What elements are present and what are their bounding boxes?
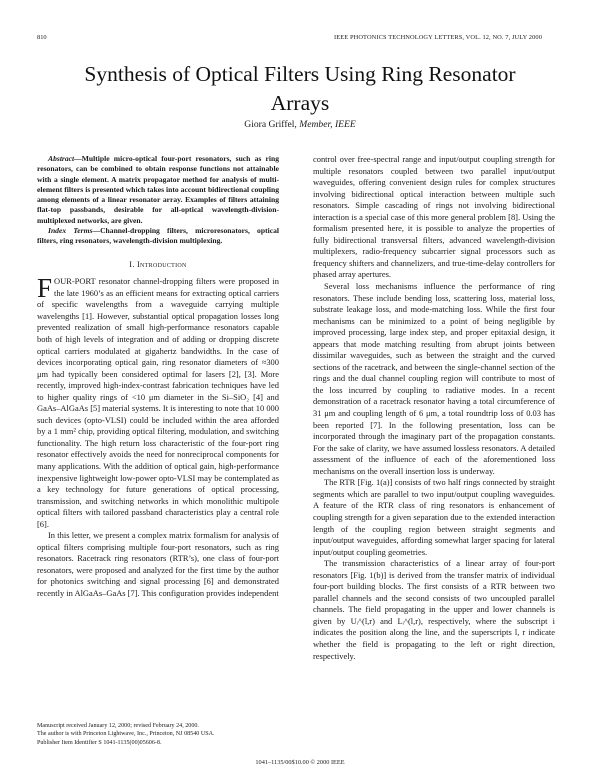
right-paragraph-3: The RTR [Fig. 1(a)] consists of two half rings connected by straight segments which are parallel to two input/output coupling waveguides. A feature of the RTR class of ring resonators is enhancement of coupling strength for a given separation due to the extended interaction length of the coupling region between straight segments and input/output waveguides, affording somewhat larger spacing for lateral input/output coupling geometries. [313, 477, 555, 557]
abstract-label: Abstract— [48, 154, 82, 163]
footnote-line-2: The author is with Princeton Lightwave, Inc., Princeton, NJ 08540 USA. [37, 731, 215, 738]
drop-cap: F [37, 273, 53, 304]
right-paragraph-4: The transmission characteristics of a linear array of four-port resonators [Fig. 1(b)] is derived from the transfer matrix of individual four-port building blocks. The first consists of a RTR between two parallel channels and the second consists of two uncoupled parallel channels. The field propagating in the upper and lower channels is given by Uᵢ^(l,r) and Lᵢ^(l,r), respectively, where the subscript i indicates the position along the line, and the superscripts l, r indicate whether the field is propagating to the left or right direction, respectively. [313, 558, 555, 661]
right-paragraph-1: control over free-spectral range and input/output coupling strength for multiple resonators coupled between two parallel input/output waveguides, offering convenient design rules for complex structures involving bidirectional optical interaction between multiple such resonators. Simple cascading of rings not involving bidirectional interaction is a special case of this more general problem [8]. Using the formalism presented here, it is possible to analyze the properties of fully bidirectional transversal filters, advanced wavelength-division multiplexers, radio-frequency subcarrier signal processors such as frequency shifters and channelizers, and true-time-delay controllers for phased array apertures. [313, 154, 555, 280]
author-name: Giora Griffel, [244, 119, 297, 130]
section-heading [37, 259, 279, 271]
abstract-text: Multiple micro-optical four-port resonators, such as ring resonators, can be combined to obtain response functions not attainable with a single element. A matrix propagator method for analysis of multi-element filters is presented which takes into account bidirectional coupling among elements of a linear resonator array. Examples of filters attaining flat-top passbands, desirable for all-optical wavelength-division-multiplexed networks, are given. [37, 154, 279, 225]
intro-paragraph-1 [37, 273, 279, 530]
footnote-line-1: Manuscript received January 12, 2000; revised February 24, 2000. [37, 723, 199, 729]
right-column [313, 154, 555, 662]
page-number: 810 [37, 34, 47, 41]
index-terms [37, 226, 279, 247]
section-number: I. [129, 259, 135, 269]
section-title: Introduction [137, 259, 187, 269]
journal-running-head: IEEE PHOTONICS TECHNOLOGY LETTERS, VOL. 12, NO. 7, JULY 2000 [334, 34, 542, 41]
abstract [37, 154, 279, 226]
author-affiliation: Member, IEEE [299, 119, 356, 130]
copyright-footer: 1041–1135/00$10.00 © 2000 IEEE [255, 759, 345, 766]
footnote [37, 722, 279, 747]
page-header [37, 34, 542, 46]
intro-paragraph-2: In this letter, we present a complex matrix formalism for analysis of optical filters comprising multiple four-port resonators, such as ring resonators. Racetrack ring resonators (RTR’s), one class of four-port resonators, were proposed and analyzed for the first time by the author for photonics switching and signal processing [6] and demonstrated recently in AlGaAs–GaAs [7]. This configuration provides independent [37, 530, 279, 598]
index-terms-text: Channel-dropping filters, microresonators, optical filters, ring resonators, wavelength-division multiplexing. [37, 226, 279, 246]
right-paragraph-2: Several loss mechanisms influence the performance of ring resonators. These include bending loss, scattering loss, material loss, substrate leakage loss, and mode-matching loss. While the first four mechanisms can be minimized to a point of being negligible by improved processing, large index step, and proper epitaxial design, it appears that mode matching resulting from abrupt joints between dissimilar waveguides, such as between the straight and the curved sections of the racetrack, and between the single-channel section of the rings and the dual channel coupling region will contribute to most of the loss incurred by coupling to radiative modes. In a recent demonstration of a racetrack resonator having a total circumference of 31 μm and coupling length of 6 μm, a total roundtrip loss of 0.03 has been reported [7]. In the following presentation, loss can be incorporated through the imaginary part of the propagation constants. For the sake of clarity, we have assumed lossless resonators. A detailed assessment of the influence of each of the aforementioned loss mechanisms on the overall insertion loss is underway. [313, 281, 555, 476]
footnote-line-3: Publisher Item Identifier S 1041-1135(00)05606-8. [37, 739, 162, 746]
paper-title: Synthesis of Optical Filters Using Ring Resonator Arrays [84, 62, 516, 115]
author-line [0, 119, 600, 130]
index-terms-label: Index Terms— [48, 226, 101, 236]
intro-paragraph-1-text: OUR-PORT resonator channel-dropping filters were proposed in the late 1960’s as an efficient means for extracting optical carriers of specific wavelengths from a waveguide carrying multiple wavelengths [1]. However, substantial optical propagation losses long prevented realization of small high-performance resonators capable both of high levels of integration and of adding or dropping discrete optical carriers modulated at gigahertz bandwidths. In the case of devices incorporating optical gain, ring resonator diameters of ≈300 μm had typically been considered optimal for lasers [2], [3]. More recently, improved high-index-contrast fabrication techniques have led to higher quality rings of <10 μm diameter in the Si–SiO₂ [4] and GaAs–AlGaAs [5] material systems. It is interesting to note that 10 000 such devices (opto-VLSI) could be included within the area afforded by a 1 mm² chip, providing optical filtering, modulation, and switching functionality. The high return loss characteristic of the four-port ring resonator effectively avoids the need for nonreciprocal components for many applications. With the addition of optical gain, high-performance inexpensive lightweight low-power opto-VLSI may be contemplated as a key technology for future generations of optical processing, transmission, and switching networks in which monolithic multipole optical filters with tailored passband characteristics play a central role [6]. [37, 276, 279, 529]
left-column [37, 154, 279, 600]
